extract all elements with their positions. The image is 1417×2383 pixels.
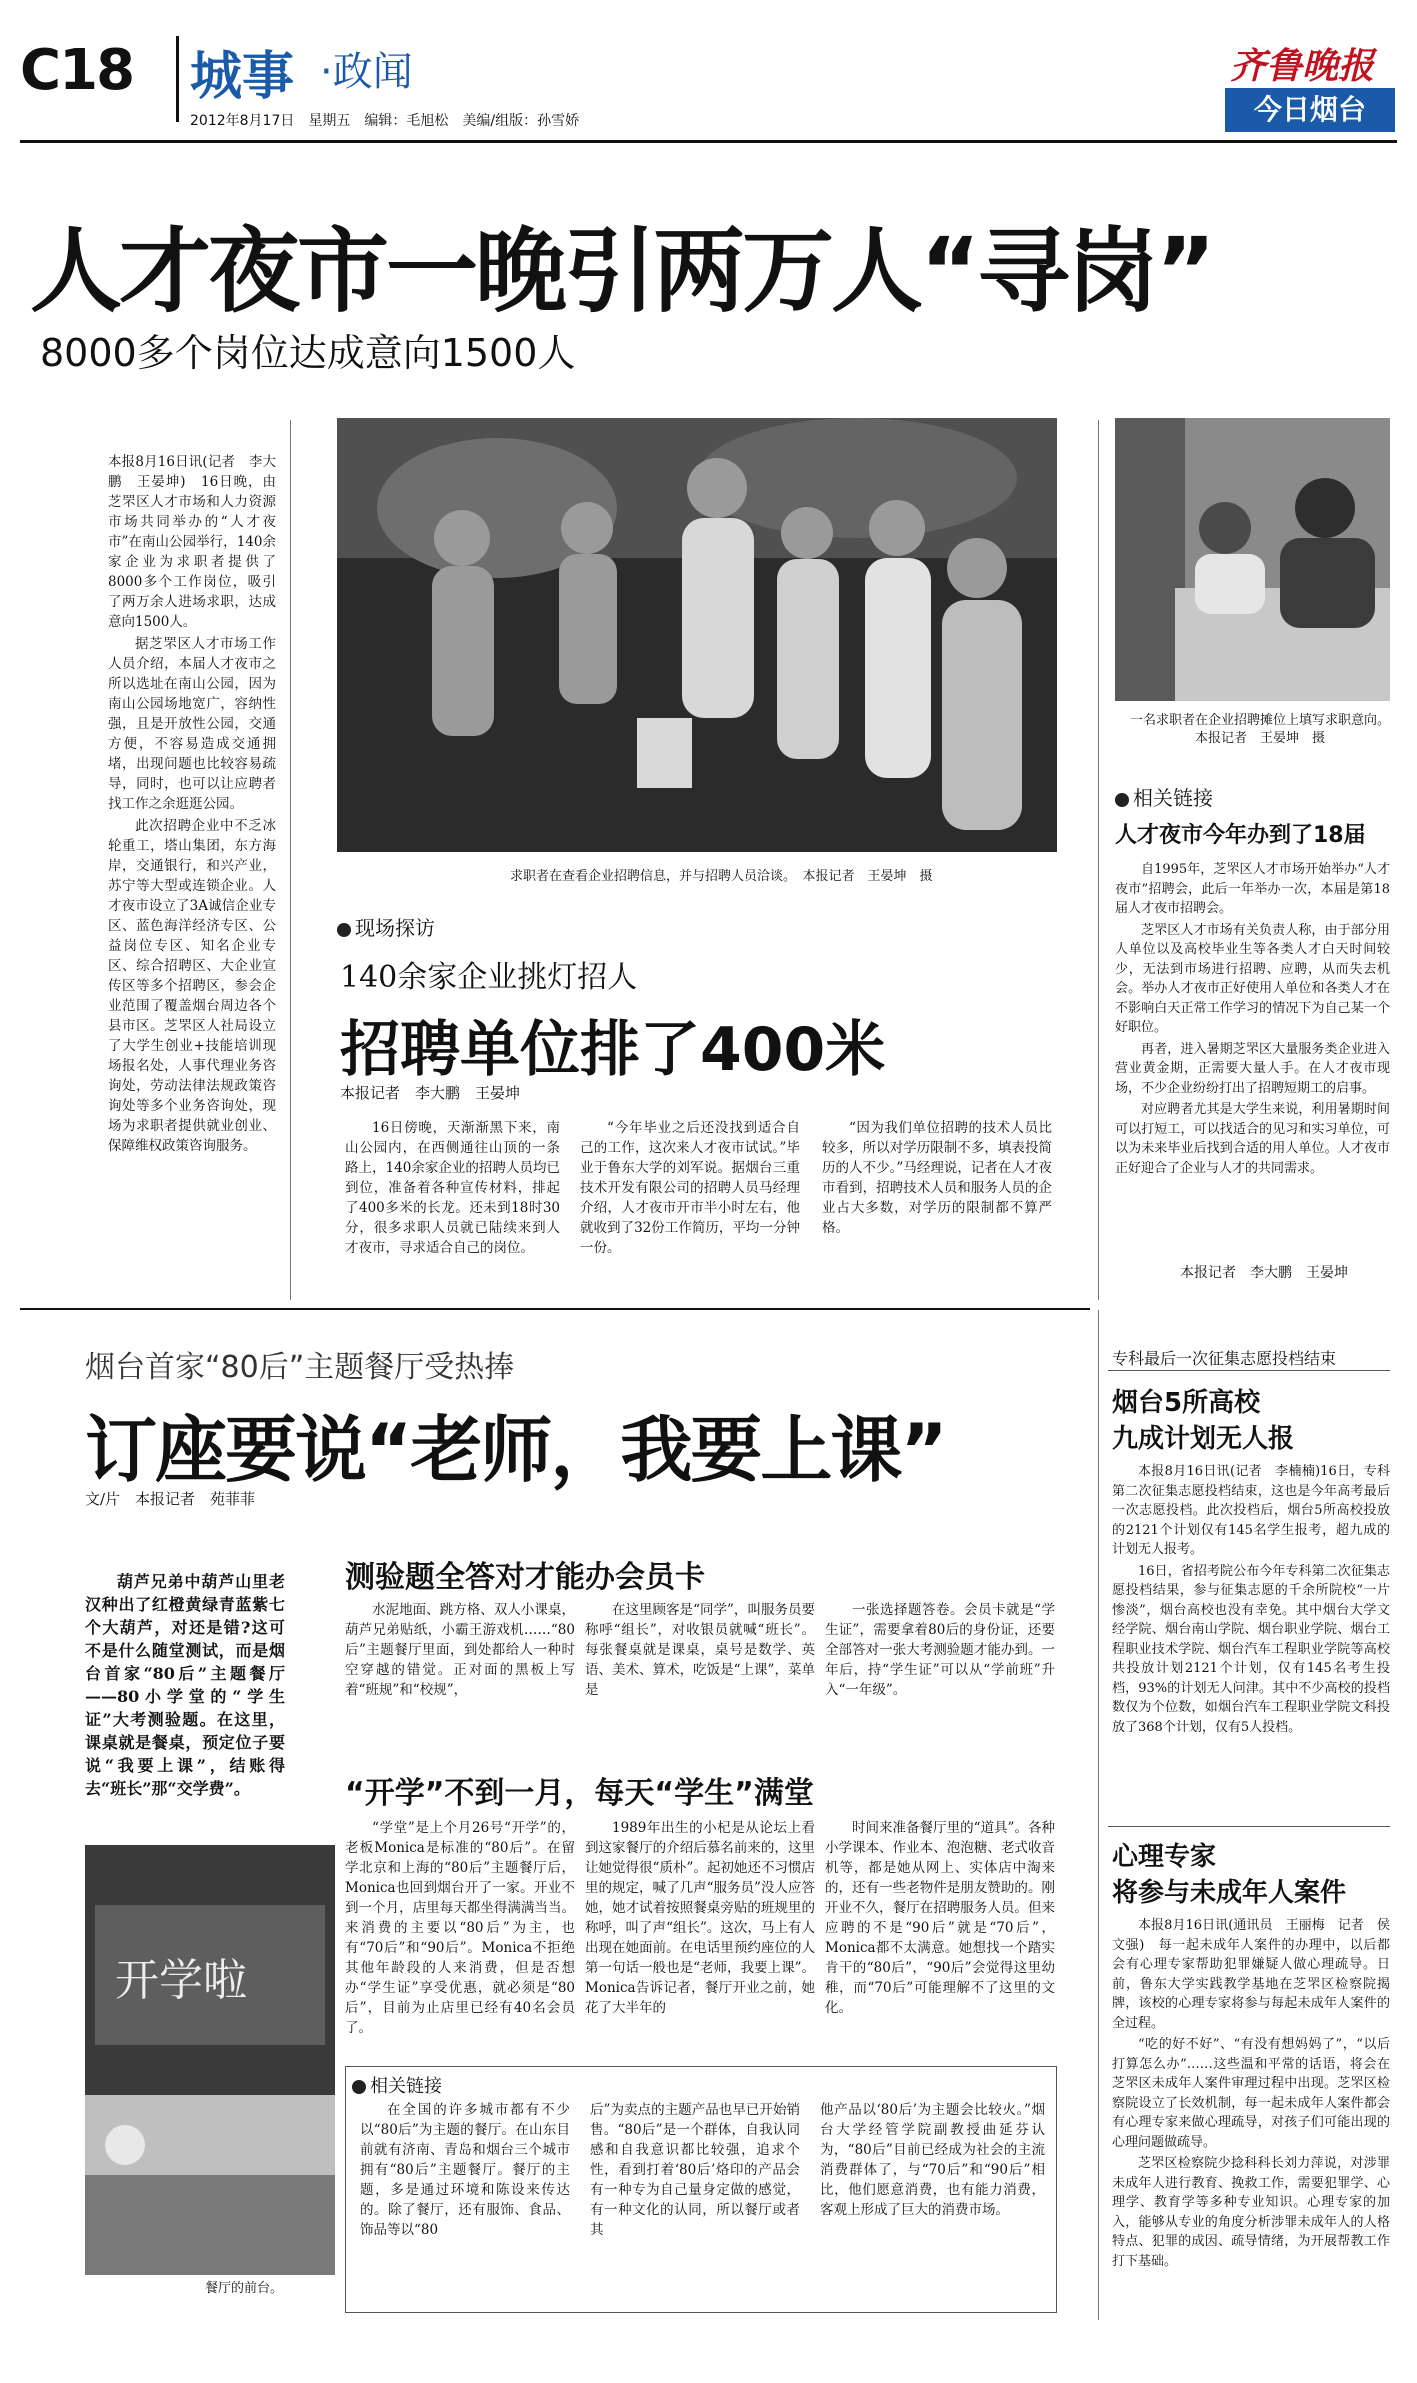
brief-divider [1108,1826,1390,1827]
related1-body [1115,860,1390,1255]
brief2-headline-1: 心理专家 [1112,1842,1217,1872]
subsection-title: ·政闻 [320,49,413,95]
brand-logo: 齐鲁晚报 [1230,45,1375,87]
story2-lede [85,1570,285,1830]
story1-sub-kicker [337,912,435,941]
related1-byline: 本报记者 李大鹏 王晏坤 [1180,1265,1348,1281]
related1-para: 自1995年，芝罘区人才市场开始举办“人才夜市”招聘会，此后一年举办一次，本届是第18届人才夜市招聘会。 [1115,862,1390,916]
story1-para: 此次招聘企业中不乏冰轮重工，塔山集团，东方海岸，交通银行，和兴产业，苏宁等大型或连锁企业。人才夜市设立了3A诚信企业专区、蓝色海洋经济专区、公益岗位专区、知名企业专区、综合招聘区、大企业宣传区等多个招聘区，参会企业范围了覆盖烟台周边各个县市区。芝罘区人社局设立了大学生创业+技能培训现场报名处，人事代理业务咨询处，劳动法律法规政策咨询处等多个业务咨询处，现场为求职者提供就业创业、保障维权政策咨询服务。 [108,818,276,1154]
story2-sub2-col3 [825,1818,1055,2058]
story2-lede-text: 葫芦兄弟中葫芦山里老汉种出了红橙黄绿青蓝紫七个大葫芦，对还是错?这可不是什么随堂测试，而是烟台首家“80后”主题餐厅——80小学堂的“学生证”大考测验题。在这里，课桌就是餐桌，预定位子要说“我要上课”，结账得去“班长”那“交学费”。 [85,1572,285,1798]
restaurant-photo-art [85,1845,335,2275]
bullet-icon [352,2080,366,2094]
related1-para: 芝罘区人才市场有关负责人称，由于部分用人单位以及高校毕业生等各类人才白天时间较少，无法到市场进行招聘、应聘，从而失去机会。举办人才夜市正好使用人单位和各类人才在不影响白天正常工作学习的情况下为自己某一个好职位。 [1115,922,1390,1035]
related2-col3 [820,2100,1045,2300]
brief2-para: “吃的好不好”、“有没有想妈妈了”，“以后打算怎么办”……这些温和平常的话语，将会在芝罘区未成年人案件审理过程中出现。芝罘区检察院设立了长效机制，每一起未成年人案件都会有心理专家来做心理疏导，对孩子们可能出现的心理问题做疏导。 [1112,2037,1390,2150]
related2-col1 [360,2100,570,2300]
related1-headline: 人才夜市今年办到了18届 [1115,823,1366,848]
edition-badge: 今日烟台 [1225,88,1395,132]
related2-kicker [352,2072,442,2098]
restaurant-sign-text: 开学啦 [115,1955,247,2006]
header-divider [176,36,179,122]
story1-sub-col3-text: “因为我们单位招聘的技术人员比较多，所以对学历限制不多，填表投简历的人不少。”马经理说，记者在人才夜市看到，招聘技术人员和服务人员的企业占大多数，对学历的限制都不算严格。 [822,1120,1052,1236]
job-fair-photo-caption: 求职者在查看企业招聘信息，并与招聘人员洽谈。 本报记者 王晏坤 摄 [510,869,933,884]
story1-sub-kicker-text: 现场探访 [355,916,435,940]
story1-headline: 人才夜市一晚引两万人“寻岗” [30,218,1213,325]
restaurant-photo-caption: 餐厅的前台。 [205,2281,284,2296]
story2-headline: 订座要说“老师，我要上课” [85,1408,946,1492]
story2-sub1-col2 [585,1600,815,1760]
briefs-rule [1098,1310,1099,2320]
story1-para: 据芝罘区人才市场工作人员介绍，本届人才夜市之所以选址在南山公园，因为南山公园场地宽广，容纳性强，且是开放性公园，交通方便，不容易造成交通拥堵，出现问题也比较容易疏导，同时，也可以让应聘者找工作之余逛逛公园。 [108,636,276,812]
related2-col1-text: 在全国的许多城市都有不少以“80后”为主题的餐厅。在山东目前就有济南、青岛和烟台三个城市拥有“80后”主题餐厅。餐厅的主题，多是通过环境和陈设来传达的。除了餐厅，还有服饰、食品、饰品等以“80 [360,2102,570,2238]
brief1-headline-1: 烟台5所高校 [1112,1388,1261,1418]
restaurant-photo [85,1845,335,2275]
form-filling-photo-art [1115,418,1390,701]
story1-sub-col2-text: “今年毕业之后还没找到适合自己的工作，这次来人才夜市试试。”毕业于鲁东大学的刘军说。据烟台三重技术开发有限公司的招聘人员马经理介绍，人才夜市开市半小时左右，他就收到了32份工作简历，平均一分钟一份。 [580,1120,800,1256]
story1-sub-col2 [580,1118,800,1293]
story-divider [20,1308,1090,1310]
story2-sub2-col1-text: “学堂”是上个月26号“开学”的，老板Monica是标准的“80后”。在留学北京和上海的“80后”主题餐厅后，Monica也回到烟台开了一家。开业不到一个月，店里每天都坐得满满当当。来消费的主要以“80后”为主，也有“70后”和“90后”。Monica不拒绝其他年龄段的人来消费，但是否想办“学生证”享受优惠，就必须是“80后”，目前为止店里已经有40名会员了。 [345,1820,575,2036]
story1-sub-deck: 140余家企业挑灯招人 [340,960,638,995]
bullet-icon [337,923,351,937]
story1-sub-col1-text: 16日傍晚，天渐渐黑下来，南山公园内，在西侧通往山顶的一条路上，140余家企业的招聘人员均已到位，准备着各种宣传材料，排起了400多米的长龙。还未到18时30分，很多求职人员就已陆续来到人才夜市，寻求适合自己的岗位。 [345,1120,560,1256]
brief1-para: 本报8月16日讯(记者 李楠楠)16日，专科第二次征集志愿投档结束，这也是今年高考最后一次志愿投档。此次投档后，烟台5所高校投放的2121个计划仅有145名学生报考，超九成的计划无人报考。 [1112,1464,1390,1557]
story1-sub-col1 [345,1118,560,1293]
issue-meta: 2012年8月17日 星期五 编辑：毛旭松 美编/组版：孙雪娇 [190,113,580,129]
story1-body [108,452,276,1420]
story2-sub1-col3-text: 一张选择题答卷。会员卡就是“学生证”，需要拿着80后的身份证，还要全部答对一张大考测验题才能办到。一年后，持“学生证”可以从“学前班”升入“一年级”。 [825,1602,1055,1698]
brief1-body [1112,1462,1390,1822]
related2-col2 [590,2100,800,2300]
related2-kicker-text: 相关链接 [370,2076,442,2097]
story1-sub-col3 [822,1118,1052,1293]
page-number: C18 [20,38,134,103]
job-fair-photo-art [337,418,1057,852]
form-filling-photo [1115,418,1390,701]
related-link-kicker [1115,782,1213,811]
story1-sub-byline: 本报记者 李大鹏 王晏坤 [340,1084,521,1102]
story1-subhead: 8000多个岗位达成意向1500人 [40,331,576,375]
story2-deck: 烟台首家“80后”主题餐厅受热捧 [85,1350,515,1385]
story2-sub2-col2-text: 1989年出生的小杞是从论坛上看到这家餐厅的介绍后慕名前来的，这里让她觉得很“质朴”。起初她还不习惯店里的规定，喊了几声“服务员”没人应答她，她才试着按照餐桌旁贴的班规里的称呼，叫了声“组长”。这次，马上有人出现在她面前。在电话里预约座位的人第一句话一般也是“老师，我要上课”。Monica告诉记者，餐厅开业之前，她花了大半年的 [585,1820,815,2016]
story2-sub1: 测验题全答对才能办会员卡 [345,1560,705,1595]
story2-sub1-col1 [345,1600,575,1760]
story2-sub2: “开学”不到一月，每天“学生”满堂 [345,1776,814,1811]
related2-col3-text: 他产品以‘80后’为主题会比较火。”烟台大学经管学院副教授曲延芬认为，“80后”目前已经成为社会的主流消费群体了，与“70后”和“90后”相比，他们愿意消费，也有能力消费，客观上形成了巨大的消费市场。 [820,2102,1045,2218]
related1-rule [1098,420,1099,1300]
related2-col2-text: 后”为卖点的主题产品也早已开始销售。“80后”是一个群体，自我认同感和自我意识都比较强，追求个性，看到打着‘80后’烙印的产品会有一种专为自己量身定做的感觉，有一种文化的认同，所以餐厅或者其 [590,2102,800,2238]
story2-sub1-col3 [825,1600,1055,1760]
brief1-para: 16日，省招考院公布今年专科第二次征集志愿投档结果，参与征集志愿的千余所院校“一片惨淡”，烟台高校也没有幸免。其中烟台大学文经学院、烟台南山学院、烟台职业学院、烟台工程职业技术学院、烟台汽车工程职业学院等高校共投放计划2121个计划，仅有145名考生投档，93%的计划无人问津。其中不少高校的投档数仅为个位数，如烟台汽车工程职业学院文科投放了368个计划，仅有5人投档。 [1112,1563,1390,1735]
story2-byline: 文/片 本报记者 苑菲菲 [85,1490,256,1508]
story2-sub1-col1-text: 水泥地面、跳方格、双人小课桌，葫芦兄弟贴纸，小霸王游戏机……“80后”主题餐厅里面，到处都给人一种时空穿越的错觉。正对面的黑板上写着“班规”和“校规”， [345,1602,575,1698]
story2-sub2-col2 [585,1818,815,2058]
brief2-para: 本报8月16日讯(通讯员 王丽梅 记者 侯文强) 每一起未成年人案件的办理中，以后都会有心理专家帮助犯罪嫌疑人做心理疏导。日前，鲁东大学实践教学基地在芝罘区检察院揭牌，该校的心理专家将参与每起未成年人案件的全过程。 [1112,1918,1390,2031]
column-rule [290,420,291,1300]
header-rule [20,140,1397,143]
related1-para: 对应聘者尤其是大学生来说，利用暑期时间可以打短工，可以找适合的见习和实习单位，可以为未来毕业后找到合适的用人单位。人才夜市正好迎合了企业与人才的共同需求。 [1115,1102,1390,1176]
related1-kicker: 相关链接 [1133,786,1213,810]
brief2-body [1112,1916,1390,2326]
story2-sub2-col1 [345,1818,575,2058]
brief2-headline-2: 将参与未成年人案件 [1112,1878,1347,1908]
form-filling-photo-caption: 一名求职者在企业招聘摊位上填写求职意向。本报记者 王晏坤 摄 [1130,713,1391,746]
story1-sub-headline: 招聘单位排了400米 [340,1015,886,1085]
brief1-kicker: 专科最后一次征集志愿投档结束 [1112,1349,1337,1368]
related1-para: 再者，进入暑期芝罘区大量服务类企业进入营业黄金期，正需要大量人手。在人才夜市现场，不少企业纷纷打出了招聘短期工的启事。 [1115,1041,1390,1096]
story1-para: 本报8月16日讯(记者 李大鹏 王晏坤) 16日晚，由芝罘区人才市场和人力资源市场共同举办的“人才夜市”在南山公园举行，140余家企业为求职者提供了8000多个工作岗位，吸引了两万余人进场求职，达成意向1500人。 [108,454,276,630]
brief2-para: 芝罘区检察院少捻科科长刘力萍说，对涉罪未成年人进行教育、挽救工作，需要犯罪学、心理学、教育学等多种专业知识。心理专家的加入，能够从专业的角度分析涉罪未成年人的人格特点、犯罪的成因、疏导情绪，为开展帮教工作打下基础。 [1112,2156,1390,2269]
story2-sub1-col2-text: 在这里顾客是“同学”，叫服务员要称呼“组长”，对收银员就喊“班长”。每张餐桌就是课桌，桌号是数学、英语、美术、算术，吃饭是“上课”，菜单是 [585,1602,815,1698]
job-fair-photo [337,418,1057,852]
section-title: 城事 [190,47,295,107]
bullet-icon [1115,793,1129,807]
story2-sub2-col3-text: 时间来准备餐厅里的“道具”。各种小学课本、作业本、泡泡糖、老式收音机等，都是她从网上、实体店中淘来的，还有一些老物件是朋友赞助的。刚开业不久，餐厅在招聘服务人员。但来应聘的不是“90后”就是“70后”，Monica都不太满意。她想找一个踏实肯干的“80后”，“90后”会觉得这里幼稚，而“70后”可能理解不了这里的文化。 [825,1820,1055,2016]
brief1-headline-2: 九成计划无人报 [1112,1424,1295,1454]
